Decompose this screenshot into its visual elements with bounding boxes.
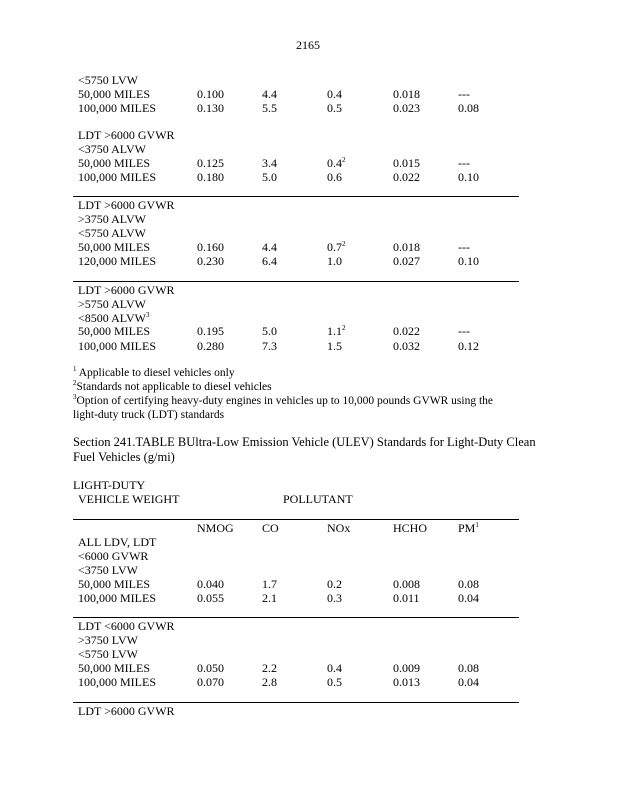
block-label: ALL LDV, LDT — [78, 535, 157, 549]
footnote-ref: 2 — [342, 156, 346, 164]
nox-value: 0.4 — [327, 661, 342, 675]
nox-value: 0.5 — [327, 675, 342, 689]
co-value: 3.4 — [262, 156, 277, 170]
co-value: 7.3 — [262, 339, 277, 353]
nox-value: 0.3 — [327, 591, 342, 605]
table-row — [0, 324, 618, 338]
block-label: LDT <6000 GVWR — [78, 619, 175, 633]
row-label: 50,000 MILES — [78, 240, 150, 254]
footnote: $^2$Standards not applicable to diesel vehicles — [73, 379, 272, 393]
column-group-label: LIGHT-DUTY — [73, 478, 146, 492]
pm-value: --- — [458, 240, 470, 254]
hcho-value: 0.011 — [393, 591, 420, 605]
nox-value: 0.6 — [327, 170, 342, 184]
co-value: 2.2 — [262, 661, 277, 675]
divider — [73, 702, 519, 703]
pm-value: --- — [458, 156, 470, 170]
block-label: LDT >6000 GVWR — [78, 704, 175, 718]
hcho-value: 0.022 — [393, 170, 420, 184]
column-header-co: CO — [262, 521, 279, 535]
nmog-value: 0.195 — [197, 324, 224, 338]
hcho-value: 0.013 — [393, 675, 420, 689]
footnote: $^3$Option of certifying heavy-duty engines in vehicles up to 10,000 pounds GVWR using the — [73, 393, 493, 407]
nox-value: 1.0 — [327, 254, 342, 268]
hcho-value: 0.018 — [393, 240, 420, 254]
row-label: 100,000 MILES — [78, 101, 156, 115]
nmog-value: 0.055 — [197, 591, 224, 605]
column-group-label: VEHICLE WEIGHT — [78, 492, 180, 506]
row-label: 50,000 MILES — [78, 324, 150, 338]
hcho-value: 0.022 — [393, 324, 420, 338]
co-value: 4.4 — [262, 240, 277, 254]
block-label: LDT >6000 GVWR — [78, 198, 175, 212]
nox-value: 1.5 — [327, 339, 342, 353]
hcho-value: 0.015 — [393, 156, 420, 170]
row-label: 50,000 MILES — [78, 156, 150, 170]
row-label: 50,000 MILES — [78, 577, 150, 591]
block-label: <3750 ALVW — [78, 142, 146, 156]
pm-value: 0.08 — [458, 101, 479, 115]
column-headers — [0, 521, 618, 535]
section-title: Section 241.TABLE BUltra-Low Emission Vehicle (ULEV) Standards for Light-Duty Clean Fuel Vehicles (g/mi) — [73, 435, 536, 464]
row-label: 100,000 MILES — [78, 591, 156, 605]
table-row — [0, 170, 618, 184]
footnote-ref: 3 — [146, 311, 150, 319]
hcho-value: 0.032 — [393, 339, 420, 353]
nox-value: $1.1^2$ — [327, 324, 346, 338]
block-label: >3750 ALVW — [78, 212, 146, 226]
table-row — [0, 156, 618, 170]
pm-value: --- — [458, 324, 470, 338]
table-row — [0, 254, 618, 268]
hcho-value: 0.008 — [393, 577, 420, 591]
nox-value: $0.4^2$ — [327, 156, 346, 170]
footnote-ref: 2 — [342, 240, 346, 248]
pm-value: --- — [458, 87, 470, 101]
block-label: <8500 ALVW$^3$ — [78, 311, 150, 325]
nmog-value: 0.125 — [197, 156, 224, 170]
table-row — [0, 87, 618, 101]
co-value: 5.5 — [262, 101, 277, 115]
co-value: 5.0 — [262, 324, 277, 338]
co-value: 5.0 — [262, 170, 277, 184]
nmog-value: 0.100 — [197, 87, 224, 101]
column-header-nmog: NMOG — [197, 521, 234, 535]
pm-value: 0.08 — [458, 661, 479, 675]
block-label: LDT >6000 GVWR — [78, 283, 175, 297]
pm-value: 0.10 — [458, 254, 479, 268]
hcho-value: 0.009 — [393, 661, 420, 675]
hcho-value: 0.023 — [393, 101, 420, 115]
footnote: light-duty truck (LDT) standards — [73, 409, 225, 421]
block-label: >5750 ALVW — [78, 297, 146, 311]
nox-value: 0.5 — [327, 101, 342, 115]
table-row — [0, 240, 618, 254]
row-label: 120,000 MILES — [78, 254, 156, 268]
table-row — [0, 577, 618, 591]
table-row — [0, 101, 618, 115]
footnote-ref: 2 — [342, 324, 346, 332]
column-header-pm: $PM^1$ — [458, 521, 479, 535]
column-header-nox: NOx — [327, 521, 351, 535]
pm-value: 0.12 — [458, 339, 479, 353]
row-label: 100,000 MILES — [78, 170, 156, 184]
footnote: $^1$ Applicable to diesel vehicles only — [73, 365, 235, 379]
co-value: 1.7 — [262, 577, 277, 591]
block-label: <3750 LVW — [78, 563, 138, 577]
block-label: <5750 LVW — [78, 73, 138, 87]
nmog-value: 0.040 — [197, 577, 224, 591]
row-label: 100,000 MILES — [78, 339, 156, 353]
block-label: >3750 LVW — [78, 633, 138, 647]
hcho-value: 0.018 — [393, 87, 420, 101]
row-label: 50,000 MILES — [78, 661, 150, 675]
block-label: LDT >6000 GVWR — [78, 128, 175, 142]
pollutant-header: POLLUTANT — [283, 492, 353, 506]
nmog-value: 0.070 — [197, 675, 224, 689]
pm-value: 0.08 — [458, 577, 479, 591]
pm-value: 0.10 — [458, 170, 479, 184]
nmog-value: 0.230 — [197, 254, 224, 268]
co-value: 2.1 — [262, 591, 277, 605]
divider — [73, 617, 519, 618]
divider — [73, 281, 519, 282]
table-row — [0, 591, 618, 605]
block-label: <5750 LVW — [78, 647, 138, 661]
nmog-value: 0.050 — [197, 661, 224, 675]
nox-value: 0.4 — [327, 87, 342, 101]
nmog-value: 0.160 — [197, 240, 224, 254]
co-value: 6.4 — [262, 254, 277, 268]
divider — [73, 519, 519, 520]
table-row — [0, 661, 618, 675]
column-header-hcho: HCHO — [393, 521, 428, 535]
pm-value: 0.04 — [458, 675, 479, 689]
table-row — [0, 675, 618, 689]
row-label: 50,000 MILES — [78, 87, 150, 101]
footnote-ref: 1 — [475, 521, 479, 529]
co-value: 4.4 — [262, 87, 277, 101]
nmog-value: 0.280 — [197, 339, 224, 353]
block-label: <6000 GVWR — [78, 549, 149, 563]
divider — [73, 196, 519, 197]
hcho-value: 0.027 — [393, 254, 420, 268]
pm-value: 0.04 — [458, 591, 479, 605]
nox-value: $0.7^2$ — [327, 240, 346, 254]
nmog-value: 0.130 — [197, 101, 224, 115]
page-number: 2165 — [296, 38, 320, 52]
nmog-value: 0.180 — [197, 170, 224, 184]
row-label: 100,000 MILES — [78, 675, 156, 689]
table-row — [0, 339, 618, 353]
block-label: <5750 ALVW — [78, 226, 146, 240]
nox-value: 0.2 — [327, 577, 342, 591]
co-value: 2.8 — [262, 675, 277, 689]
